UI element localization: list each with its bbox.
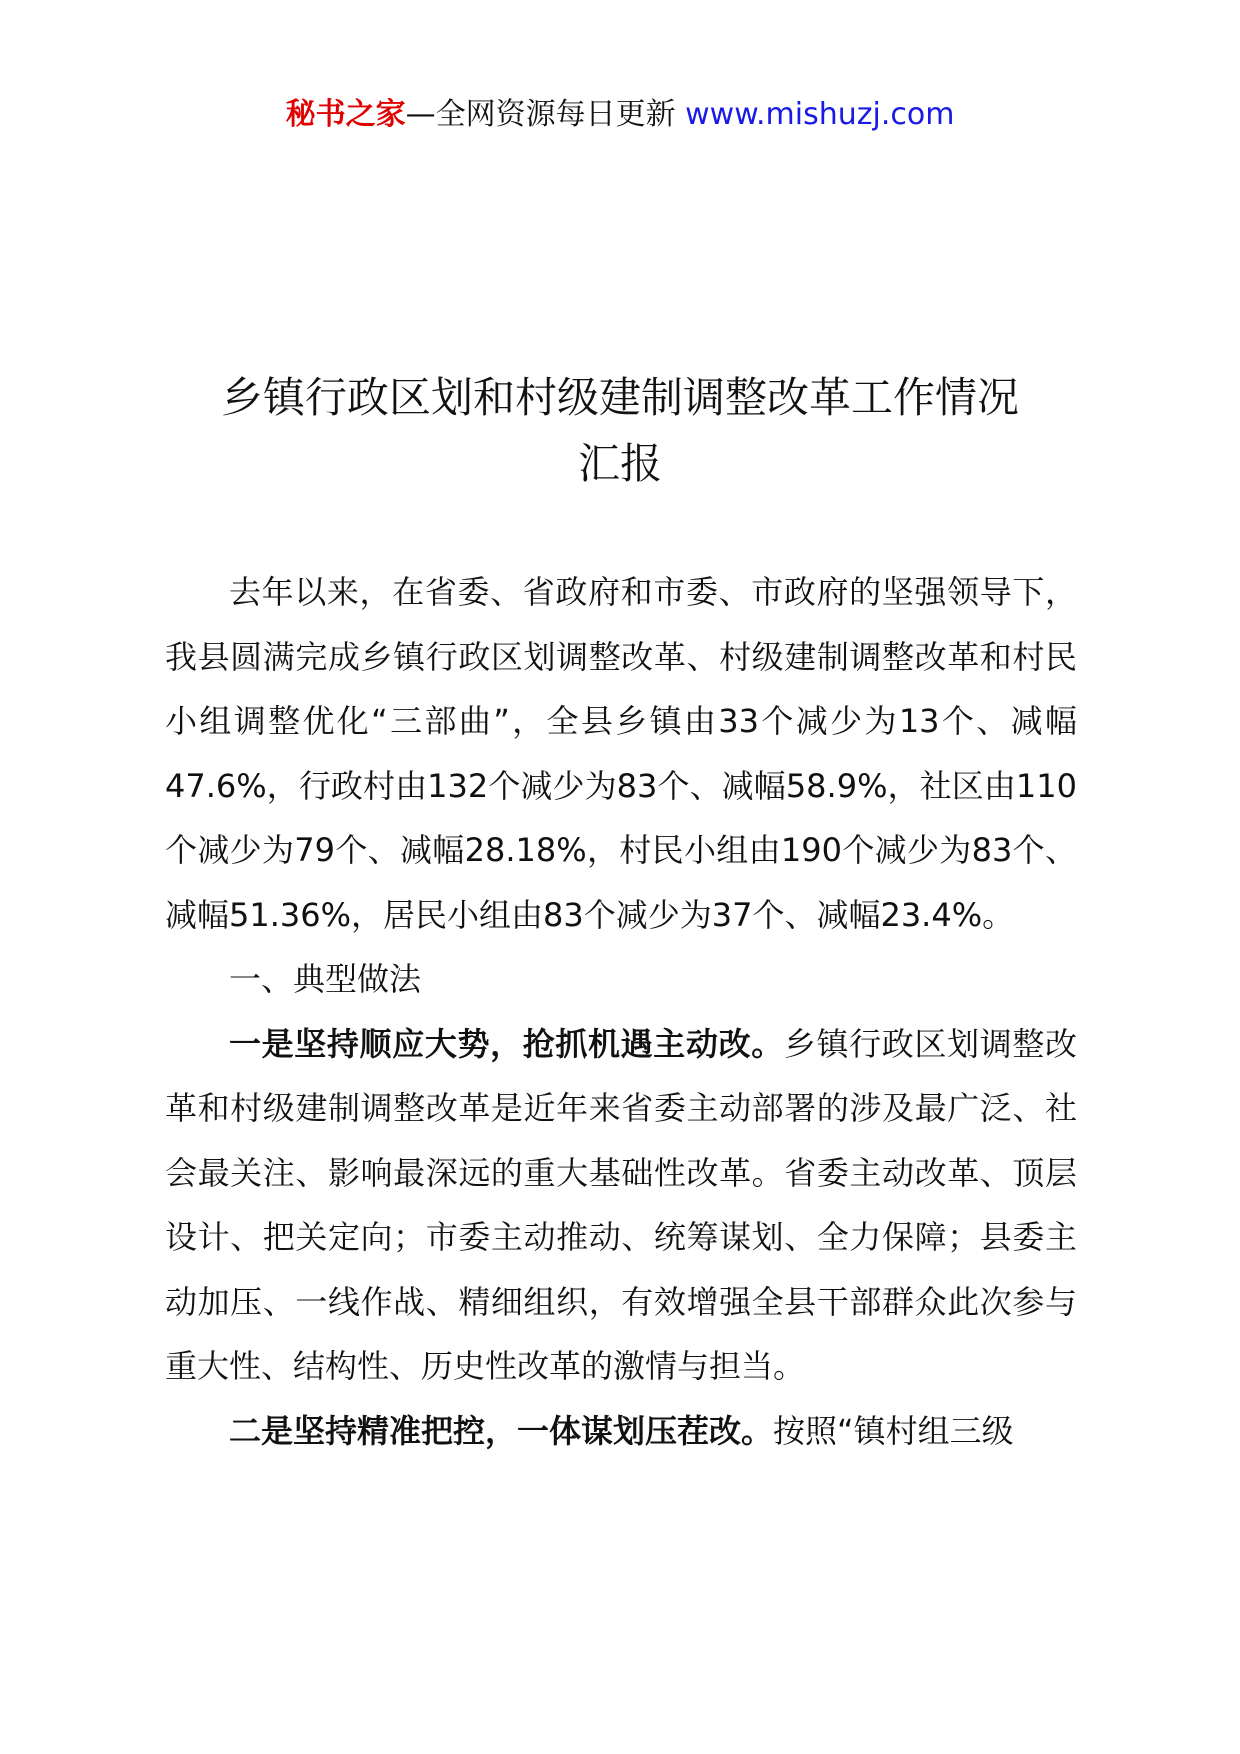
site-tagline: —全网资源每日更新: [405, 97, 686, 132]
point-1-lead: 一是坚持顺应大势，抢抓机遇主动改。: [229, 1024, 784, 1063]
document-title: [0, 365, 1240, 497]
section-heading: 一、典型做法: [229, 960, 422, 998]
document-body: [165, 560, 1077, 1463]
point-2-lead: 二是坚持精准把控，一体谋划压茬改。: [229, 1411, 774, 1450]
site-header: [0, 95, 1240, 135]
point-2-text: 按照“镇村组三级: [773, 1411, 1014, 1450]
point-1-paragraph: [165, 1012, 1077, 1399]
site-url-link[interactable]: www.mishuzj.com: [685, 97, 955, 132]
intro-paragraph: 去年以来，在省委、省政府和市委、市政府的坚强领导下，我县圆满完成乡镇行政区划调整改革、村级建制调整改革和村民小组调整优化“三部曲”，全县乡镇由33个减少为13个、减幅47.6%，行政村由132个减少为83个、减幅58.9%，社区由110个减少为79个、减幅28.18%，村民小组由190个减少为83个、减幅51.36%，居民小组由83个减少为37个、减幅23.4%。: [165, 573, 1077, 934]
point-1-text: 乡镇行政区划调整改革和村级建制调整改革是近年来省委主动部署的涉及最广泛、社会最关注、影响最深远的重大基础性改革。省委主动改革、顶层设计、把关定向；市委主动推动、统筹谋划、全力保障；县委主动加压、一线作战、精细组织，有效增强全县干部群众此次参与重大性、结构性、历史性改革的激情与担当。: [165, 1024, 1077, 1385]
document-title-line-1: 乡镇行政区划和村级建制调整改革工作情况: [220, 373, 1019, 422]
document-title-line-2: 汇报: [577, 439, 662, 488]
point-2-paragraph: [165, 1399, 1077, 1464]
site-brand: 秘书之家: [285, 97, 406, 132]
